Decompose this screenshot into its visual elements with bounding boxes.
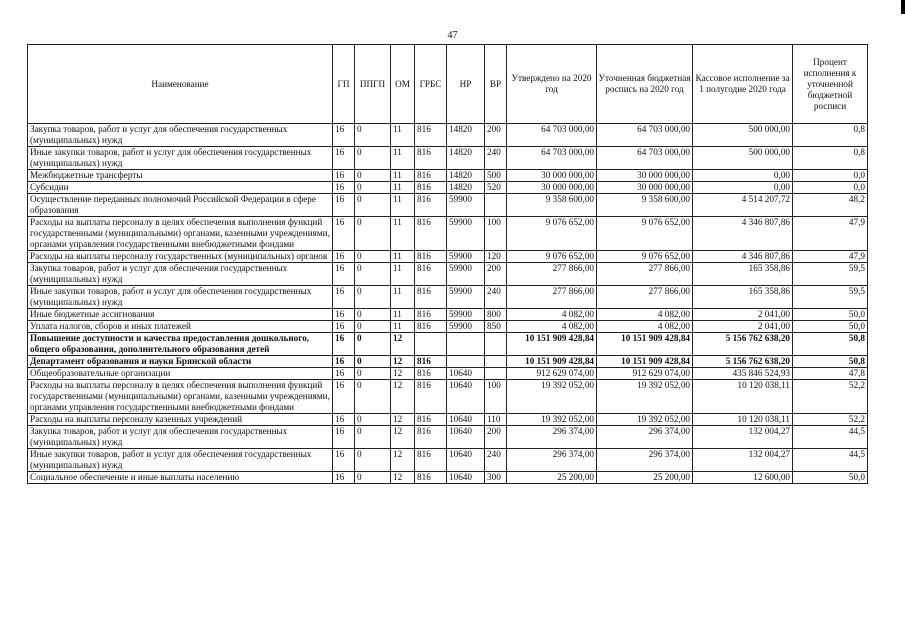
- row-approved-cell: 19 392 052,00: [507, 414, 597, 426]
- row-refined-cell: 277 866,00: [597, 286, 693, 309]
- row-name-cell: Осуществление переданных полномочий Российской Федерации в сфере образования: [28, 194, 333, 217]
- row-vr-cell: 520: [485, 182, 507, 194]
- row-grbs-cell: 816: [415, 472, 447, 484]
- row-om-cell: 12: [391, 368, 415, 380]
- column-header-nr: НР: [447, 45, 485, 124]
- table-row: [28, 309, 868, 321]
- row-percent-cell: 50,8: [793, 333, 868, 356]
- row-om-cell: 12: [391, 356, 415, 368]
- row-vr-cell: [485, 333, 507, 356]
- row-refined-cell: 30 000 000,00: [597, 182, 693, 194]
- row-approved-cell: 912 629 074,00: [507, 368, 597, 380]
- row-gp-cell: 16: [333, 182, 355, 194]
- row-gp-cell: 16: [333, 309, 355, 321]
- row-vr-cell: 100: [485, 380, 507, 414]
- row-nr-cell: 14820: [447, 124, 485, 147]
- row-name-cell: Субсидии: [28, 182, 333, 194]
- row-refined-cell: 9 358 600,00: [597, 194, 693, 217]
- row-om-cell: 11: [391, 286, 415, 309]
- row-name-cell: Закупка товаров, работ и услуг для обеспечения государственных (муниципальных) нужд: [28, 263, 333, 286]
- row-refined-cell: 19 392 052,00: [597, 380, 693, 414]
- row-grbs-cell: 816: [415, 356, 447, 368]
- column-header-grbs: ГРБС: [415, 45, 447, 124]
- row-grbs-cell: 816: [415, 321, 447, 333]
- row-om-cell: 11: [391, 194, 415, 217]
- row-om-cell: 12: [391, 472, 415, 484]
- row-refined-cell: 64 703 000,00: [597, 124, 693, 147]
- row-cash-cell: 5 156 762 638,20: [693, 333, 793, 356]
- row-om-cell: 11: [391, 124, 415, 147]
- scan-edge-mark: [901, 0, 905, 14]
- row-approved-cell: 64 703 000,00: [507, 124, 597, 147]
- row-name-cell: Общеобразовательные организации: [28, 368, 333, 380]
- row-approved-cell: 296 374,00: [507, 449, 597, 472]
- row-percent-cell: 50,0: [793, 309, 868, 321]
- row-name-cell: Расходы на выплаты персоналу казенных учреждений: [28, 414, 333, 426]
- row-vr-cell: [485, 194, 507, 217]
- table-row: [28, 170, 868, 182]
- table-row: [28, 449, 868, 472]
- column-header-ppgp: ППГП: [355, 45, 391, 124]
- table-row: [28, 472, 868, 484]
- row-percent-cell: 0,8: [793, 147, 868, 170]
- row-nr-cell: 10640: [447, 414, 485, 426]
- row-nr-cell: 10640: [447, 368, 485, 380]
- row-nr-cell: [447, 333, 485, 356]
- row-approved-cell: 296 374,00: [507, 426, 597, 449]
- row-gp-cell: 16: [333, 426, 355, 449]
- row-nr-cell: 10640: [447, 380, 485, 414]
- table-row: [28, 182, 868, 194]
- row-nr-cell: 10640: [447, 449, 485, 472]
- row-gp-cell: 16: [333, 356, 355, 368]
- row-ppgp-cell: 0: [355, 170, 391, 182]
- row-ppgp-cell: 0: [355, 194, 391, 217]
- row-grbs-cell: 816: [415, 217, 447, 251]
- row-nr-cell: 14820: [447, 182, 485, 194]
- row-name-cell: Закупка товаров, работ и услуг для обеспечения государственных (муниципальных) нужд: [28, 124, 333, 147]
- row-gp-cell: 16: [333, 472, 355, 484]
- row-percent-cell: 0,8: [793, 124, 868, 147]
- table-row: [28, 426, 868, 449]
- row-ppgp-cell: 0: [355, 251, 391, 263]
- row-percent-cell: 48,2: [793, 194, 868, 217]
- row-grbs-cell: 816: [415, 251, 447, 263]
- row-percent-cell: 59,5: [793, 286, 868, 309]
- row-name-cell: Иные бюджетные ассигнования: [28, 309, 333, 321]
- table-body: [28, 124, 868, 484]
- table-row: [28, 356, 868, 368]
- row-grbs-cell: 816: [415, 124, 447, 147]
- row-grbs-cell: 816: [415, 194, 447, 217]
- row-approved-cell: 9 076 652,00: [507, 217, 597, 251]
- row-gp-cell: 16: [333, 217, 355, 251]
- row-gp-cell: 16: [333, 263, 355, 286]
- row-grbs-cell: [415, 333, 447, 356]
- row-om-cell: 11: [391, 321, 415, 333]
- row-name-cell: Иные закупки товаров, работ и услуг для обеспечения государственных (муниципальных) нужд: [28, 147, 333, 170]
- row-vr-cell: 500: [485, 170, 507, 182]
- row-approved-cell: 30 000 000,00: [507, 170, 597, 182]
- row-cash-cell: 500 000,00: [693, 124, 793, 147]
- row-refined-cell: 4 082,00: [597, 309, 693, 321]
- row-ppgp-cell: 0: [355, 147, 391, 170]
- row-cash-cell: 132 004,27: [693, 449, 793, 472]
- row-name-cell: Расходы на выплаты персоналу в целях обеспечения выполнения функций государственными (муниципальными) органами, казенными учреждениями, органами управления государственными внебюджетными фондами: [28, 380, 333, 414]
- row-ppgp-cell: 0: [355, 309, 391, 321]
- row-approved-cell: 277 866,00: [507, 286, 597, 309]
- row-ppgp-cell: 0: [355, 426, 391, 449]
- table-row: [28, 286, 868, 309]
- row-refined-cell: 912 629 074,00: [597, 368, 693, 380]
- table-row: [28, 251, 868, 263]
- row-vr-cell: 240: [485, 147, 507, 170]
- column-header-gp: ГП: [333, 45, 355, 124]
- row-name-cell: Закупка товаров, работ и услуг для обеспечения государственных (муниципальных) нужд: [28, 426, 333, 449]
- row-refined-cell: 9 076 652,00: [597, 251, 693, 263]
- row-name-cell: Межбюджетные трансферты: [28, 170, 333, 182]
- row-ppgp-cell: 0: [355, 472, 391, 484]
- row-gp-cell: 16: [333, 251, 355, 263]
- row-approved-cell: 10 151 909 428,84: [507, 333, 597, 356]
- row-cash-cell: 12 600,00: [693, 472, 793, 484]
- row-nr-cell: 59900: [447, 321, 485, 333]
- row-refined-cell: 9 076 652,00: [597, 217, 693, 251]
- row-nr-cell: 59900: [447, 309, 485, 321]
- row-gp-cell: 16: [333, 147, 355, 170]
- row-approved-cell: 19 392 052,00: [507, 380, 597, 414]
- row-name-cell: Социальное обеспечение и иные выплаты населению: [28, 472, 333, 484]
- row-nr-cell: 59900: [447, 217, 485, 251]
- row-approved-cell: 9 076 652,00: [507, 251, 597, 263]
- row-om-cell: 11: [391, 170, 415, 182]
- row-approved-cell: 277 866,00: [507, 263, 597, 286]
- row-percent-cell: 52,2: [793, 380, 868, 414]
- table-row: [28, 263, 868, 286]
- row-cash-cell: 0,00: [693, 170, 793, 182]
- row-percent-cell: 59,5: [793, 263, 868, 286]
- row-cash-cell: 0,00: [693, 182, 793, 194]
- row-grbs-cell: 816: [415, 263, 447, 286]
- table-header-row: [28, 45, 868, 124]
- row-refined-cell: 10 151 909 428,84: [597, 333, 693, 356]
- row-grbs-cell: 816: [415, 449, 447, 472]
- row-vr-cell: 850: [485, 321, 507, 333]
- row-percent-cell: 0,0: [793, 182, 868, 194]
- row-gp-cell: 16: [333, 368, 355, 380]
- row-vr-cell: 110: [485, 414, 507, 426]
- table-row: [28, 194, 868, 217]
- row-om-cell: 12: [391, 333, 415, 356]
- row-ppgp-cell: 0: [355, 217, 391, 251]
- column-header-cash: Кассовое исполнение за 1 полугодие 2020 года: [693, 45, 793, 124]
- row-gp-cell: 16: [333, 380, 355, 414]
- row-nr-cell: [447, 356, 485, 368]
- row-approved-cell: 9 358 600,00: [507, 194, 597, 217]
- row-refined-cell: 296 374,00: [597, 426, 693, 449]
- row-grbs-cell: 816: [415, 414, 447, 426]
- row-ppgp-cell: 0: [355, 321, 391, 333]
- row-gp-cell: 16: [333, 321, 355, 333]
- row-cash-cell: 10 120 038,11: [693, 380, 793, 414]
- row-grbs-cell: 816: [415, 170, 447, 182]
- row-vr-cell: [485, 368, 507, 380]
- row-percent-cell: 52,2: [793, 414, 868, 426]
- row-ppgp-cell: 0: [355, 380, 391, 414]
- row-grbs-cell: 816: [415, 368, 447, 380]
- table-row: [28, 321, 868, 333]
- column-header-percent: Процент исполнения к уточненной бюджетной росписи: [793, 45, 868, 124]
- row-ppgp-cell: 0: [355, 333, 391, 356]
- row-refined-cell: 296 374,00: [597, 449, 693, 472]
- row-om-cell: 11: [391, 147, 415, 170]
- row-gp-cell: 16: [333, 449, 355, 472]
- row-ppgp-cell: 0: [355, 414, 391, 426]
- row-gp-cell: 16: [333, 333, 355, 356]
- row-om-cell: 11: [391, 263, 415, 286]
- row-percent-cell: 47,9: [793, 251, 868, 263]
- row-vr-cell: 100: [485, 217, 507, 251]
- row-nr-cell: 59900: [447, 263, 485, 286]
- row-percent-cell: 50,8: [793, 356, 868, 368]
- row-name-cell: Уплата налогов, сборов и иных платежей: [28, 321, 333, 333]
- row-cash-cell: 2 041,00: [693, 321, 793, 333]
- row-gp-cell: 16: [333, 194, 355, 217]
- table-row: [28, 217, 868, 251]
- row-cash-cell: 4 514 207,72: [693, 194, 793, 217]
- row-om-cell: 12: [391, 380, 415, 414]
- row-vr-cell: 200: [485, 124, 507, 147]
- row-vr-cell: 200: [485, 263, 507, 286]
- row-grbs-cell: 816: [415, 182, 447, 194]
- row-percent-cell: 47,9: [793, 217, 868, 251]
- table-row: [28, 147, 868, 170]
- row-percent-cell: 44,5: [793, 449, 868, 472]
- row-ppgp-cell: 0: [355, 449, 391, 472]
- row-refined-cell: 4 082,00: [597, 321, 693, 333]
- row-om-cell: 12: [391, 414, 415, 426]
- row-nr-cell: 59900: [447, 194, 485, 217]
- row-nr-cell: 10640: [447, 426, 485, 449]
- row-cash-cell: 132 004,27: [693, 426, 793, 449]
- row-approved-cell: 4 082,00: [507, 321, 597, 333]
- row-approved-cell: 30 000 000,00: [507, 182, 597, 194]
- row-refined-cell: 277 866,00: [597, 263, 693, 286]
- row-approved-cell: 10 151 909 428,84: [507, 356, 597, 368]
- row-name-cell: Иные закупки товаров, работ и услуг для обеспечения государственных (муниципальных) нужд: [28, 286, 333, 309]
- row-cash-cell: 165 358,86: [693, 263, 793, 286]
- table-row: [28, 124, 868, 147]
- row-om-cell: 11: [391, 217, 415, 251]
- column-header-vr: ВР: [485, 45, 507, 124]
- row-percent-cell: 0,0: [793, 170, 868, 182]
- row-name-cell: Иные закупки товаров, работ и услуг для обеспечения государственных (муниципальных) нужд: [28, 449, 333, 472]
- row-refined-cell: 64 703 000,00: [597, 147, 693, 170]
- row-nr-cell: 59900: [447, 286, 485, 309]
- row-vr-cell: 300: [485, 472, 507, 484]
- row-nr-cell: 10640: [447, 472, 485, 484]
- row-name-cell: Расходы на выплаты персоналу государственных (муниципальных) органов: [28, 251, 333, 263]
- row-vr-cell: 200: [485, 426, 507, 449]
- row-om-cell: 12: [391, 449, 415, 472]
- row-ppgp-cell: 0: [355, 124, 391, 147]
- row-cash-cell: 435 846 524,93: [693, 368, 793, 380]
- row-name-cell: Расходы на выплаты персоналу в целях обеспечения выполнения функций государственными (муниципальными) органами, казенными учреждениями, органами управления государственными внебюджетными фондами: [28, 217, 333, 251]
- row-grbs-cell: 816: [415, 147, 447, 170]
- row-refined-cell: 25 200,00: [597, 472, 693, 484]
- row-cash-cell: 10 120 038,11: [693, 414, 793, 426]
- row-cash-cell: 5 156 762 638,20: [693, 356, 793, 368]
- row-gp-cell: 16: [333, 286, 355, 309]
- row-cash-cell: 165 358,86: [693, 286, 793, 309]
- row-vr-cell: 240: [485, 286, 507, 309]
- row-vr-cell: 800: [485, 309, 507, 321]
- column-header-name: Наименование: [28, 45, 333, 124]
- row-grbs-cell: 816: [415, 380, 447, 414]
- row-name-cell: Департамент образования и науки Брянской области: [28, 356, 333, 368]
- row-percent-cell: 50,0: [793, 321, 868, 333]
- table-row: [28, 368, 868, 380]
- row-cash-cell: 4 346 807,86: [693, 251, 793, 263]
- row-name-cell: Повышение доступности и качества предоставления дошкольного, общего образования, дополнительного образования детей: [28, 333, 333, 356]
- row-om-cell: 11: [391, 251, 415, 263]
- row-vr-cell: 120: [485, 251, 507, 263]
- row-vr-cell: [485, 356, 507, 368]
- row-percent-cell: 47,8: [793, 368, 868, 380]
- row-approved-cell: 64 703 000,00: [507, 147, 597, 170]
- column-header-refined: Уточненная бюджетная роспись на 2020 год: [597, 45, 693, 124]
- row-grbs-cell: 816: [415, 309, 447, 321]
- row-ppgp-cell: 0: [355, 356, 391, 368]
- table-row: [28, 333, 868, 356]
- row-ppgp-cell: 0: [355, 182, 391, 194]
- row-om-cell: 11: [391, 182, 415, 194]
- page-number: 47: [447, 30, 458, 41]
- row-approved-cell: 4 082,00: [507, 309, 597, 321]
- table-row: [28, 380, 868, 414]
- row-cash-cell: 2 041,00: [693, 309, 793, 321]
- row-gp-cell: 16: [333, 170, 355, 182]
- row-om-cell: 12: [391, 426, 415, 449]
- row-cash-cell: 4 346 807,86: [693, 217, 793, 251]
- row-gp-cell: 16: [333, 124, 355, 147]
- row-approved-cell: 25 200,00: [507, 472, 597, 484]
- row-ppgp-cell: 0: [355, 368, 391, 380]
- row-refined-cell: 10 151 909 428,84: [597, 356, 693, 368]
- table-row: [28, 414, 868, 426]
- row-cash-cell: 500 000,00: [693, 147, 793, 170]
- row-om-cell: 11: [391, 309, 415, 321]
- row-percent-cell: 50,0: [793, 472, 868, 484]
- row-grbs-cell: 816: [415, 426, 447, 449]
- row-ppgp-cell: 0: [355, 286, 391, 309]
- row-refined-cell: 30 000 000,00: [597, 170, 693, 182]
- row-nr-cell: 59900: [447, 251, 485, 263]
- row-gp-cell: 16: [333, 414, 355, 426]
- row-percent-cell: 44,5: [793, 426, 868, 449]
- row-vr-cell: 240: [485, 449, 507, 472]
- row-nr-cell: 14820: [447, 147, 485, 170]
- budget-table: [27, 44, 868, 484]
- row-grbs-cell: 816: [415, 286, 447, 309]
- row-ppgp-cell: 0: [355, 263, 391, 286]
- row-nr-cell: 14820: [447, 170, 485, 182]
- column-header-approved: Утверждено на 2020 год: [507, 45, 597, 124]
- row-refined-cell: 19 392 052,00: [597, 414, 693, 426]
- column-header-om: ОМ: [391, 45, 415, 124]
